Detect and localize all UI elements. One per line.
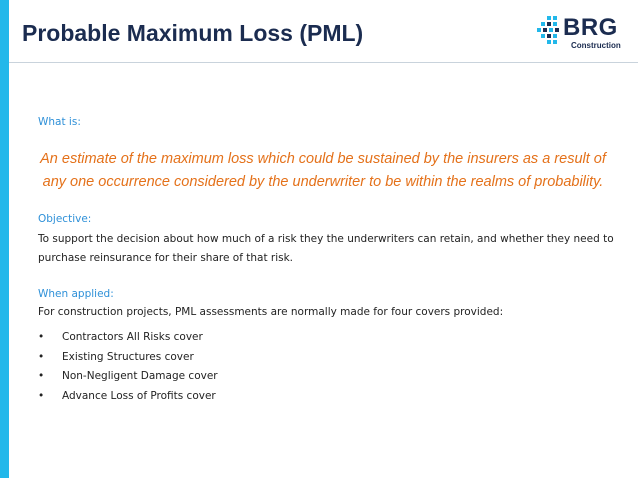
logo-subtext: Construction — [571, 41, 621, 50]
list-item — [38, 331, 218, 351]
page-title: Probable Maximum Loss (PML) — [22, 20, 364, 46]
bullet-icon: • — [38, 370, 45, 382]
objective-label: Objective: — [38, 213, 92, 225]
bullet-icon: • — [38, 389, 45, 402]
logo-mark-icon — [537, 16, 563, 44]
bullet-icon: • — [38, 350, 45, 363]
list-item-text: Existing Structures cover — [62, 350, 194, 363]
list-item — [38, 370, 218, 390]
when-applied-intro: For construction projects, PML assessments are normally made for four covers provided: — [38, 306, 504, 318]
accent-bar — [0, 0, 9, 478]
brg-logo — [537, 14, 629, 56]
list-item — [38, 390, 218, 410]
list-item-text: Non-Negligent Damage cover — [62, 370, 218, 382]
what-is-label: What is: — [38, 116, 81, 128]
objective-line-2: purchase reinsurance for their share of that risk. — [38, 252, 294, 264]
title-divider — [9, 62, 638, 63]
covers-list — [38, 331, 218, 409]
bullet-icon: • — [38, 331, 45, 343]
list-item-text: Contractors All Risks cover — [62, 331, 203, 343]
when-applied-label: When applied: — [38, 288, 114, 300]
definition-line-2: any one occurrence considered by the underwriter to be within the realms of probability. — [42, 174, 604, 190]
definition-line-1: An estimate of the maximum loss which could be sustained by the insurers as a result of — [40, 151, 606, 167]
logo-text: BRG — [563, 14, 618, 41]
list-item-text: Advance Loss of Profits cover — [62, 389, 216, 402]
objective-line-1: To support the decision about how much of a risk they the underwriters can retain, and whether they need to — [38, 233, 614, 245]
list-item — [38, 351, 218, 371]
